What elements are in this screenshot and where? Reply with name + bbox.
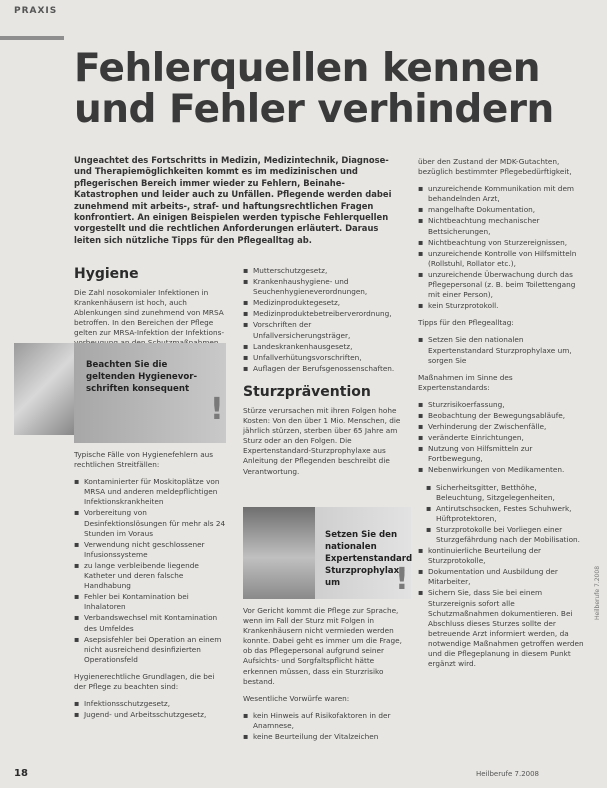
list-item: ▪ Medizinproduktebetreiberverordnung, <box>243 309 403 319</box>
list-item: ▪ Verbandswechsel mit Kontamination des Umfeldes <box>74 613 226 633</box>
list-item: ▪ Auflagen der Berufsgenossenschaften. <box>243 364 403 374</box>
column-2-continued <box>243 606 403 749</box>
list-item: ▪ Asepsisfehler bei Operation an einem nicht ausreichend desinfizierten Operationsfeld <box>74 635 226 665</box>
hygiene-law-intro: Hygienerechtliche Grundlagen, die bei der Pflege zu beachten sind: <box>74 671 215 691</box>
list-item: ▪ kein Hinweis auf Risikofaktoren in der Anamnese, <box>243 711 403 731</box>
list-item: ▪ Dokumentation und Ausbildung der Mitarbeiter, <box>418 567 586 587</box>
list-item: ▪ Beobachtung der Bewegungsabläufe, <box>418 411 586 421</box>
list-item: ▪ unzureichende Kontrolle von Hilfsmitteln (Rollstuhl, Rollator etc.), <box>418 249 586 269</box>
page-title <box>74 48 594 130</box>
footer-journal: Heilberufe 7.2008 <box>476 770 540 778</box>
heading-hygiene: Hygiene <box>74 266 139 282</box>
hygiene-callout <box>74 343 226 443</box>
list-item: ▪ Nichtbeachtung von Sturzereignissen, <box>418 238 586 248</box>
exclamation-icon: ! <box>210 392 224 427</box>
list-item: ▪ mangelhafte Dokumentation, <box>418 205 586 215</box>
section-bar <box>0 36 64 40</box>
list-item: ▪ keine Beurteilung der Vitalzeichen <box>243 732 403 742</box>
hygiene-law-list <box>74 699 226 720</box>
list-item: ▪ Nichtbeachtung mechanischer Bettsicherungen, <box>418 216 586 236</box>
sturz-accusations-list <box>243 711 403 742</box>
measures-list-continued <box>418 546 586 669</box>
list-item: ▪ Verhinderung der Zwischenfälle, <box>418 422 586 432</box>
list-item: ▪ veränderte Einrichtungen, <box>418 433 586 443</box>
list-item: ▪ Vorbereitung von Desinfektionslösungen für mehr als 24 Stunden im Voraus <box>74 508 226 538</box>
col3-intro: über den Zustand der MDK-Gutachten, bezüglich bestimmter Pflegebedürftigkeit, <box>418 157 572 177</box>
sturz-accusations-intro: Wesentliche Vorwürfe waren: <box>243 693 350 703</box>
list-item: ▪ Fehler bei Kontamination bei Inhalatoren <box>74 592 226 612</box>
column-3 <box>418 157 586 676</box>
page-number: 18 <box>14 768 28 779</box>
section-label: PRAXIS <box>14 6 58 16</box>
side-note: Heilberufe 7.2008 <box>594 565 601 620</box>
list-item: ▪ Krankenhaushygiene- und Seuchenhygieneverordnungen, <box>243 277 403 297</box>
list-item: ▪ Kontaminierter für Moskitoplätze von MRSA und anderen meldepflichtigen Infektionskrankheiten <box>74 477 226 507</box>
list-item: ▪ Medizinproduktegesetz, <box>243 298 403 308</box>
hygiene-cases-intro: Typische Fälle von Hygienefehlern aus rechtlichen Streitfällen: <box>74 450 214 470</box>
list-item: ▪ Sturzprotokolle bei Vorliegen einer Sturzgefährdung nach der Mobilisation. <box>426 525 586 545</box>
list-item: ▪ kontinuierliche Beurteilung der Sturzprotokolle, <box>418 546 586 566</box>
sturz-callout-text: Setzen Sie den nationalen Expertenstandard Sturzprophylaxe um <box>325 530 413 588</box>
sturz-accusations-list-continued <box>418 184 586 311</box>
list-item: ▪ Unfallverhütungsvorschriften, <box>243 353 403 363</box>
list-item: ▪ unzureichende Überwachung durch das Pflegepersonal (z. B. beim Toilettengang mit einer Person), <box>418 270 586 300</box>
list-item: ▪ Landeskrankenhausgesetz, <box>243 342 403 352</box>
title-line-1: Fehlerquellen kennen <box>74 46 541 91</box>
tips-intro: Tipps für den Pflegealltag: <box>418 318 514 328</box>
column-1-continued <box>74 450 226 727</box>
heading-sturzpraevention: Sturzprävention <box>243 383 371 400</box>
exclamation-icon: ! <box>395 562 409 597</box>
list-item: ▪ Jugend- und Arbeitsschutzgesetz, <box>74 710 226 720</box>
measures-list <box>418 400 586 476</box>
list-item: ▪ zu lange verbleibende liegende Katheter und deren falsche Handhabung <box>74 561 226 591</box>
hygiene-cases-list <box>74 477 226 665</box>
list-item: ▪ Infektionsschutzgesetz, <box>74 699 226 709</box>
list-item: ▪ Mutterschutzgesetz, <box>243 266 403 276</box>
hygiene-law-list-continued <box>243 266 403 374</box>
column-2 <box>243 266 403 484</box>
sturz-court-paragraph: Vor Gericht kommt die Pflege zur Sprache, wenn im Fall der Sturz mit Folgen in Krankenhäusern nicht vermieden werden konnte. Dabei geht es immer um die Frage, ob das Pflegepersonal aufgrund seiner Aufsichts- und Sorgfaltspflicht hätte erkennen müssen, dass ein Sturzrisiko bestand. <box>243 606 402 686</box>
list-item: ▪ Nebenwirkungen von Medikamenten. <box>418 465 586 475</box>
list-item: ▪ Setzen Sie den nationalen Expertenstandard Sturzprophylaxe um, sorgen Sie <box>418 335 586 365</box>
list-item: ▪ Sicherheitsgitter, Betthöhe, Beleuchtung, Sitzgelegenheiten, <box>426 483 586 503</box>
hygiene-callout-text: Beachten Sie die geltenden Hygienevorschriften konsequent <box>86 360 198 394</box>
list-item: ▪ Vorschriften der Unfallversicherungsträger, <box>243 320 403 340</box>
list-item: ▪ Sturzrisikoerfassung, <box>418 400 586 410</box>
list-item: ▪ kein Sturzprotokoll. <box>418 301 586 311</box>
lead-paragraph: Ungeachtet des Fortschritts in Medizin, Medizintechnik, Diagnose- und Therapiemöglichkeiten kommt es im medizinischen und pflegerischen Bereich immer wieder zu Fehlern, Beinahe-Katastrophen und leider auch zu Unfällen. Pflegende werden dabei zunehmend mit arbeits-, straf- und haftungsrechtlichen Fragen konfrontiert. An einigen Beispielen werden typische Fehlerquellen vorgestellt und die rechtlichen Anforderungen erläutert. Daraus leiten sich nützliche Tipps für den Pflegealltag ab. <box>74 155 392 245</box>
sturz-photo <box>243 507 315 599</box>
tips-list <box>418 335 586 365</box>
sturz-callout <box>315 507 411 599</box>
list-item: ▪ Antirutschsocken, Festes Schuhwerk, Hüftprotektoren, <box>426 504 586 524</box>
list-item: ▪ unzureichende Kommunikation mit dem behandelnden Arzt, <box>418 184 586 204</box>
list-item: ▪ Sichern Sie, dass Sie bei einem Sturzereignis sofort alle Schutzmaßnahmen dokumentieren. Bei Abschluss dieses Sturzes sollte der betreuende Arzt informiert werden, da notwendige Maßnahmen getroffen werden und die Pflegeplanung in diesem Punkt ergänzt wird. <box>418 588 586 669</box>
measures-intro: Maßnahmen im Sinne des Expertenstandards: <box>418 372 513 392</box>
list-item: ▪ Verwendung nicht geschlossener Infusionssysteme <box>74 540 226 560</box>
hygiene-intro: Die Zahl nosokomialer Infektionen in Krankenhäusern ist hoch, auch Ablenkungen sind zunehmend von MRSA betroffen. In den Bereichen der Pflege gelten zur MRSA-Infektion der Infektions <box>74 288 225 338</box>
list-item: ▪ Nutzung von Hilfsmitteln zur Fortbewegung, <box>418 444 586 464</box>
measures-sublist <box>418 483 586 546</box>
sturz-intro: Stürze verursachen mit ihren Folgen hohe Kosten: Von den über 1 Mio. Menschen, die jährlich stürzen, sterben über 65 Jahre am Sturz oder an den Folgen. Die Expertenstandard-Sturzprophylaxe aus Anleitung der Pflegenden beschreibt die Verantwortung. <box>243 405 401 476</box>
title-line-2: und Fehler verhindern <box>74 87 554 132</box>
